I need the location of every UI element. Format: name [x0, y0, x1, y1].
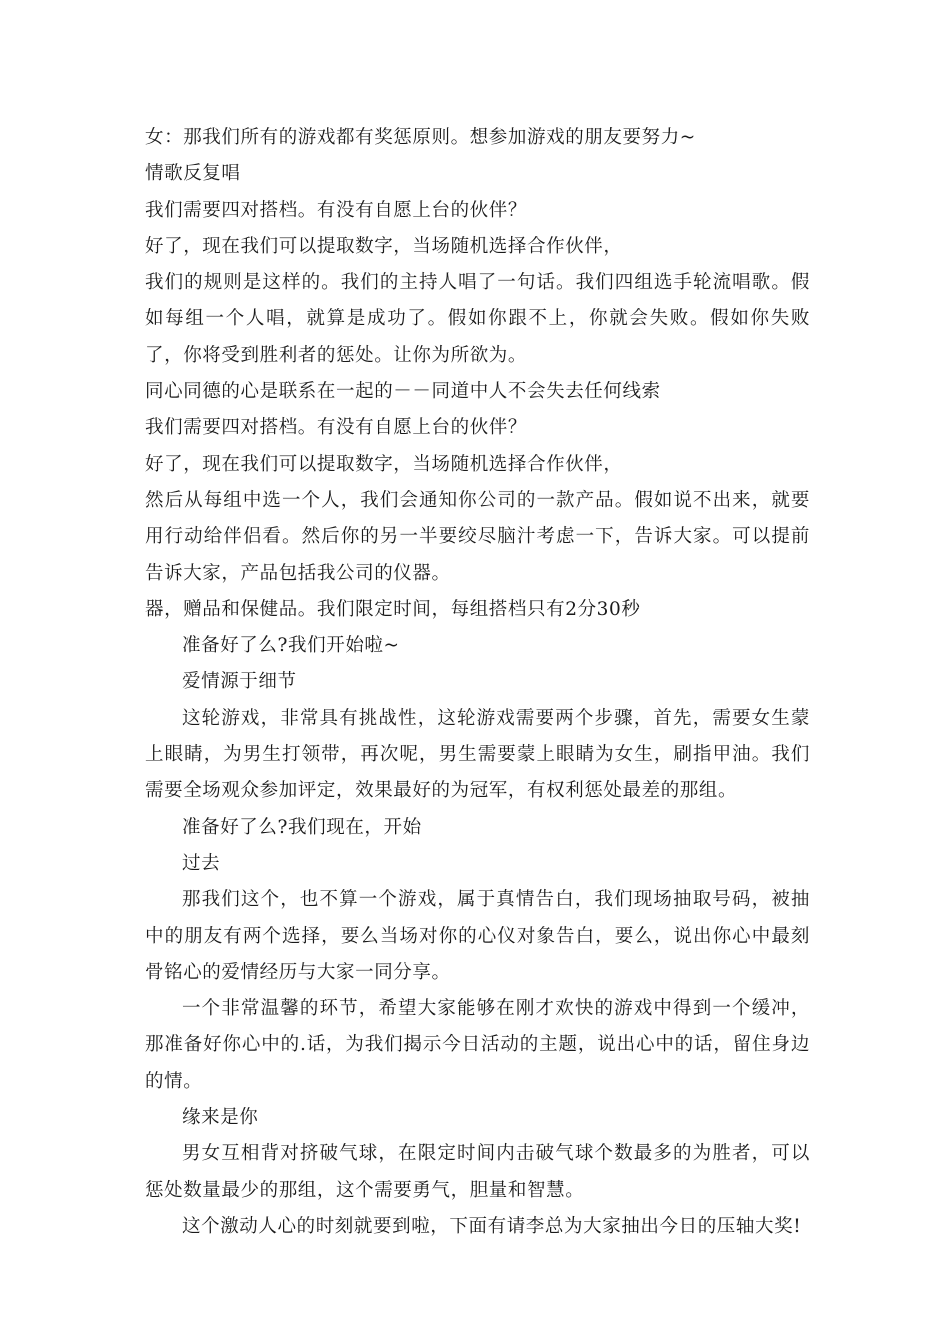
paragraph: 我们需要四对搭档。有没有自愿上台的伙伴？	[145, 417, 528, 439]
paragraph: 我们的规则是这样的。我们的主持人唱了一句话。我们四组选手轮流唱歌。假如每组一个人唱，就算是成功了。假如你跟不上，你就会失败。假如你失败了，你将受到胜利者的惩处。让你为所欲为。	[145, 272, 810, 366]
paragraph: 准备好了么?我们现在，开始	[182, 816, 422, 838]
paragraph: 器，赠品和保健品。我们限定时间，每组搭档只有2分30秒	[145, 598, 641, 620]
section-heading: 情歌反复唱	[145, 163, 241, 185]
section-heading: 同心同德的心是联系在一起的－－同道中人不会失去任何线索	[145, 381, 661, 403]
paragraph: 一个非常温馨的环节，希望大家能够在刚才欢快的游戏中得到一个缓冲，那准备好你心中的.话，为我们揭示今日活动的主题，说出心中的话，留住身边的情。	[145, 998, 810, 1092]
paragraph: 我们需要四对搭档。有没有自愿上台的伙伴？	[145, 199, 528, 221]
paragraph: 女：那我们所有的游戏都有奖惩原则。想参加游戏的朋友要努力~	[145, 127, 696, 148]
section-heading: 过去	[182, 852, 221, 874]
section-heading: 缘来是你	[182, 1107, 259, 1129]
paragraph: 这个激动人心的时刻就要到啦，下面有请李总为大家抽出今日的压轴大奖!	[182, 1215, 802, 1237]
document-body	[145, 120, 810, 1245]
paragraph: 这轮游戏，非常具有挑战性，这轮游戏需要两个步骤，首先，需要女生蒙上眼睛，为男生打领带，再次呢，男生需要蒙上眼睛为女生，刷指甲油。我们需要全场观众参加评定，效果最好的为冠军，有权利惩处最差的那组。	[145, 707, 810, 802]
paragraph: 准备好了么?我们开始啦~	[182, 635, 400, 657]
section-heading: 爱情源于细节	[182, 671, 297, 693]
paragraph: 好了，现在我们可以提取数字，当场随机选择合作伙伴，	[145, 235, 623, 257]
paragraph: 那我们这个，也不算一个游戏，属于真情告白，我们现场抽取号码，被抽中的朋友有两个选择，要么当场对你的心仪对象告白，要么，说出你心中最刻骨铭心的爱情经历与大家一同分享。	[145, 889, 810, 983]
paragraph: 然后从每组中选一个人，我们会通知你公司的一款产品。假如说不出来，就要用行动给伴侣看。然后你的另一半要绞尽脑汁考虑一下，告诉大家。可以提前告诉大家，产品包括我公司的仪器。	[145, 489, 810, 584]
paragraph: 男女互相背对挤破气球，在限定时间内击破气球个数最多的为胜者，可以惩处数量最少的那组，这个需要勇气，胆量和智慧。	[145, 1143, 810, 1201]
paragraph: 好了，现在我们可以提取数字，当场随机选择合作伙伴，	[145, 453, 623, 475]
